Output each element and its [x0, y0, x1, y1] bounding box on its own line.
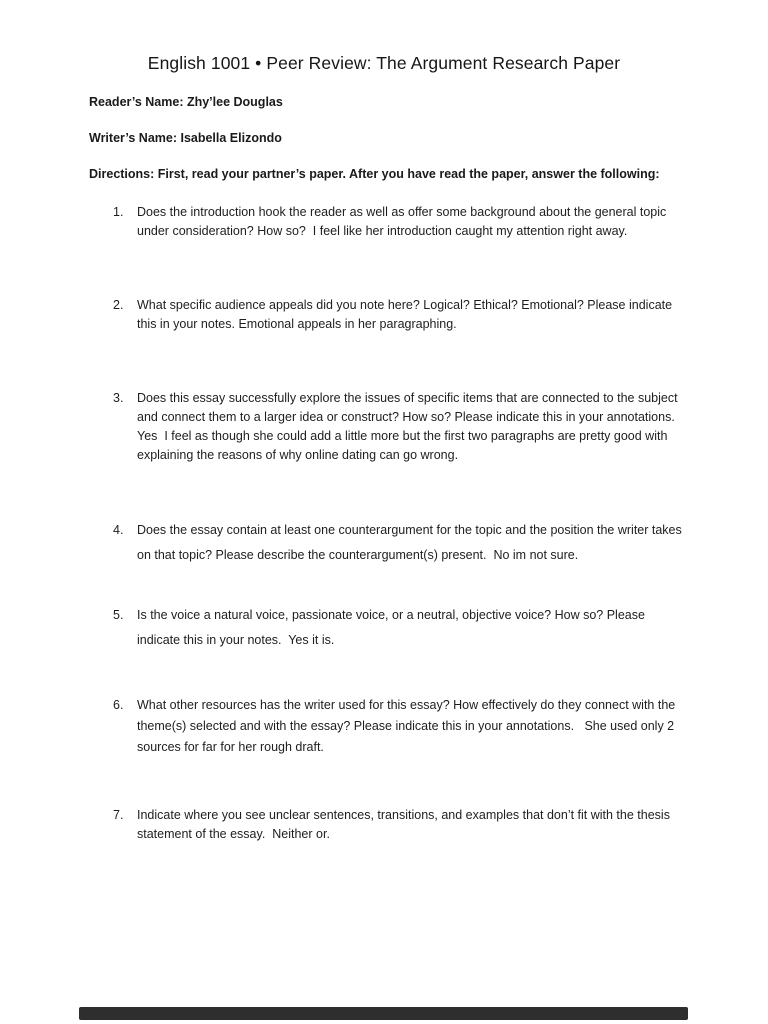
question-text: Does the essay contain at least one counterargument for the topic and the position the writer takes on that topic? Please describe the counterargument(s) present. No im not sure.	[137, 523, 686, 562]
question-item-3	[0, 389, 768, 465]
question-number: 7.	[113, 808, 124, 822]
question-text: What specific audience appeals did you note here? Logical? Ethical? Emotional? Please indicate this in your notes. Emotional appeals in her paragraphing.	[137, 298, 676, 331]
question-item-5	[0, 603, 768, 653]
questions-list	[0, 203, 768, 844]
question-item-7	[0, 806, 768, 844]
question-number: 4.	[113, 523, 124, 537]
reader-name-line: Reader’s Name: Zhy’lee Douglas	[89, 95, 283, 109]
document-meta	[89, 95, 768, 182]
question-item-2	[0, 296, 768, 334]
question-number: 5.	[113, 608, 124, 622]
writer-name-line: Writer’s Name: Isabella Elizondo	[89, 131, 282, 145]
question-number: 2.	[113, 298, 124, 312]
question-number: 3.	[113, 391, 124, 405]
question-text: Is the voice a natural voice, passionate voice, or a neutral, objective voice? How so? Please indicate this in your notes. Yes it is.	[137, 608, 649, 647]
question-item-1	[0, 203, 768, 241]
next-page-preview-bar	[79, 1007, 688, 1020]
document-title: English 1001 • Peer Review: The Argument Research Paper	[147, 53, 621, 73]
question-text: Does this essay successfully explore the issues of specific items that are connected to the subject and connect them to a larger idea or construct? How so? Please indicate this in your annotations. Yes I feel as though she could add a little more but the first two paragraphs are pretty good with explaining the reasons of why online dating can go wrong.	[137, 391, 682, 462]
question-item-6	[0, 695, 768, 758]
question-text: Indicate where you see unclear sentences, transitions, and examples that don’t fit with the thesis statement of the essay. Neither or.	[137, 808, 674, 841]
question-number: 6.	[113, 698, 124, 712]
question-number: 1.	[113, 205, 124, 219]
question-text: Does the introduction hook the reader as well as offer some background about the general topic under consideration? How so? I feel like her introduction caught my attention right away.	[137, 205, 670, 238]
directions-line: Directions: First, read your partner’s paper. After you have read the paper, answer the following:	[89, 167, 660, 181]
question-item-4	[0, 518, 768, 568]
question-text: What other resources has the writer used for this essay? How effectively do they connect with the theme(s) selected and with the essay? Please indicate this in your annotations. She used only 2 sources for far for her rough draft.	[137, 698, 679, 754]
